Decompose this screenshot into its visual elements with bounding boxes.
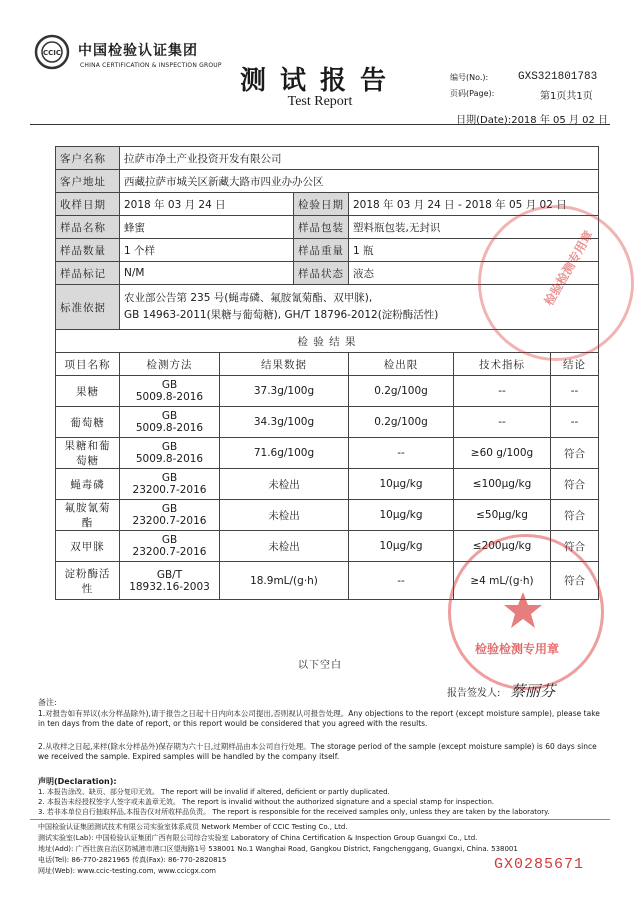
method-line-1: GB [161,472,178,484]
page-value: 第1页共1页 [540,91,593,102]
result-spec: ≤50μg/kg [454,500,551,531]
report-no: GXS321801783 [518,71,598,83]
method-line-1: GB [161,441,178,453]
client-label: 客户名称 [56,147,120,170]
date-label: 日期(Date): [456,115,512,126]
result-value: 34.3g/100g [220,407,349,438]
sample-pack-label: 样品包装 [294,216,349,239]
result-limit: 10μg/kg [349,531,454,562]
result-conclusion: 符合 [551,438,599,469]
result-item: 氟胺氰菊酯 [56,500,120,531]
sample-qty-label: 样品数量 [56,239,120,262]
received-date-label: 收样日期 [56,193,120,216]
sample-weight-label: 样品重量 [294,239,349,262]
result-conclusion: 符合 [551,500,599,531]
result-spec: ≥4 mL/(g·h) [454,562,551,600]
report-title-en: Test Report [287,94,353,109]
sample-name-label: 样品名称 [56,216,120,239]
result-method [120,469,220,500]
lab-contact: 电话(Tel): 86-770-2821965 传真(Fax): 86-770-2820815 [38,856,227,864]
col-item: 项目名称 [56,353,120,376]
sample-pack-value: 塑料瓶包装,无封识 [349,216,599,239]
method-line-1: GB/T [156,568,183,581]
result-conclusion: 符合 [551,469,599,500]
report-table [55,146,598,600]
standard-label: 标准依据 [56,285,120,330]
result-limit: 10μg/kg [349,469,454,500]
lab-name: 测试实验室(Lab): 中国检验认证集团广西有限公司综合实验室 Laboratory of China Certification & Inspection Group Guangxi Co., Ltd. [38,834,478,842]
result-value: 未检出 [220,469,349,500]
result-method [120,376,220,407]
stamp-star-icon [503,590,543,630]
header-divider [30,124,610,125]
col-spec: 技术指标 [454,353,551,376]
standard-line-1: 农业部公告第 235 号(蝇毒磷、氟胺氰菊酯、双甲脒), [124,292,373,304]
method-line-2: 5009.8-2016 [135,391,204,403]
below-blank-note: 以下空白 [298,660,342,671]
method-line-1: GB [161,379,178,391]
method-line-2: 5009.8-2016 [135,453,204,465]
result-row [56,500,599,531]
result-limit: 0.2g/100g [349,407,454,438]
result-item: 果糖和葡萄糖 [56,438,120,469]
results-section-title: 检 验 结 果 [56,330,599,353]
org-name-cn: 中国检验认证集团 [78,43,198,59]
result-item: 葡萄糖 [56,407,120,438]
result-limit: 10μg/kg [349,500,454,531]
logo-text: CCIC [42,49,62,57]
result-spec: ≤100μg/kg [454,469,551,500]
sample-mark-value: N/M [120,262,294,285]
standard-line-2: GB 14963-2011(果糖与葡萄糖), GH/T 18796-2012(淀粉酶活性) [124,309,439,321]
declaration-1: 1. 本报告涂改、缺页、部分复印无效。 The report will be invalid if altered, deficient or partly duplicated. [38,788,390,796]
result-item: 淀粉酶活性 [56,562,120,600]
sample-weight-value: 1 瓶 [349,239,599,262]
result-value: 18.9mL/(g·h) [220,562,349,600]
lab-website: 网址(Web): www.ccic-testing.com, www.ccicgx.com [38,867,216,875]
sample-name-value: 蜂蜜 [120,216,294,239]
result-item: 双甲脒 [56,531,120,562]
col-conclusion: 结论 [551,353,599,376]
result-spec: ≤200μg/kg [454,531,551,562]
date-value: 2018 年 05 月 02 日 [511,115,608,126]
result-value: 71.6g/100g [220,438,349,469]
issuer-signature: 蔡丽芬 [510,684,556,700]
method-line-2: 18932.16-2003 [129,580,210,593]
col-method: 检测方法 [120,353,220,376]
address-value: 西藏拉萨市城关区新藏大路市四业办办公区 [120,170,599,193]
result-conclusion: 符合 [551,531,599,562]
method-line-2: 5009.8-2016 [135,422,204,434]
result-item: 蝇毒磷 [56,469,120,500]
result-limit: -- [349,562,454,600]
issuer-label: 报告签发人: [447,688,501,699]
client-value: 拉萨市净土产业投资开发有限公司 [120,147,599,170]
inspect-date-label: 检验日期 [294,193,349,216]
col-result: 结果数据 [220,353,349,376]
result-limit: 0.2g/100g [349,376,454,407]
note-2: 2.从收样之日起,来样(除水分样品外)保存期为六十日,过期样品由本公司自行处理。The storage period of the sample (except moisture sample) is 60 days since we received the sample. Expired samples will be handled by the company itself. [38,742,597,761]
sample-state-value: 液态 [349,262,599,285]
col-limit: 检出限 [349,353,454,376]
lab-address: 地址(Add): 广西壮族自治区防城港市港口区望海路1号 538001 No.1 Wanghai Road, Gangkou District, Fangchenggang, Guangxi, China. 538001 [38,845,518,853]
serial-number: GX0285671 [493,856,584,873]
sample-state-label: 样品状态 [294,262,349,285]
result-method [120,500,220,531]
result-limit: -- [349,438,454,469]
result-item: 果糖 [56,376,120,407]
result-value: 37.3g/100g [220,376,349,407]
address-label: 客户地址 [56,170,120,193]
result-method [120,531,220,562]
method-line-2: 23200.7-2016 [132,515,207,527]
method-line-2: 23200.7-2016 [132,546,207,558]
method-line-1: GB [161,503,178,515]
page-label: 页码(Page): [450,89,495,98]
result-method [120,407,220,438]
result-spec: -- [454,376,551,407]
inspect-date-value: 2018 年 03 月 24 日 - 2018 年 05 月 02 日 [349,193,599,216]
result-conclusion: 符合 [551,562,599,600]
declaration-3: 3. 若非本单位自行抽取样品,本报告仅对所收样品负责。 The report is responsible for the received samples only, unless they are taken by the laboratory. [38,808,550,816]
report-no-label: 编号(No.): [450,73,489,82]
sample-mark-label: 样品标记 [56,262,120,285]
method-line-1: GB [161,410,178,422]
result-row [56,376,599,407]
result-row [56,438,599,469]
declaration-2: 2. 本报告未经授权签字人签字或未盖章无效。 The report is invalid without the authorized signature and a special stamp for inspection. [38,798,495,806]
network-member: 中国检验认证集团测试技术有限公司实验室体系成员 Network Member of CCIC Testing Co., Ltd. [38,823,348,831]
bottom-stamp-text: 检验检测专用章 [475,642,560,656]
result-row [56,407,599,438]
method-line-1: GB [161,534,178,546]
result-method [120,438,220,469]
notes-label: 备注: [38,698,57,707]
result-conclusion: -- [551,376,599,407]
note-1: 1.对报告如有异议(水分样品除外),请于报告之日起十日内向本公司提出,否则视认可报告处理。Any objections to the report (except moisture sample), please take in ten days from the date of report, or this report would be considered that you agreed with the results. [38,709,600,728]
method-line-2: 23200.7-2016 [132,484,207,496]
result-row [56,469,599,500]
declaration-title: 声明(Declaration): [38,777,117,786]
result-value: 未检出 [220,500,349,531]
org-name-en: CHINA CERTIFICATION & INSPECTION GROUP [80,62,222,69]
received-date-value: 2018 年 03 月 24 日 [120,193,294,216]
top-stamp-text: 检验检测专用章 [541,228,596,308]
result-spec: ≥60 g/100g [454,438,551,469]
result-value: 未检出 [220,531,349,562]
footer-divider [30,819,610,820]
result-conclusion: -- [551,407,599,438]
report-title-cn: 测试报告 [239,66,400,96]
result-spec: -- [454,407,551,438]
result-method [120,562,220,600]
sample-qty-value: 1 个样 [120,239,294,262]
